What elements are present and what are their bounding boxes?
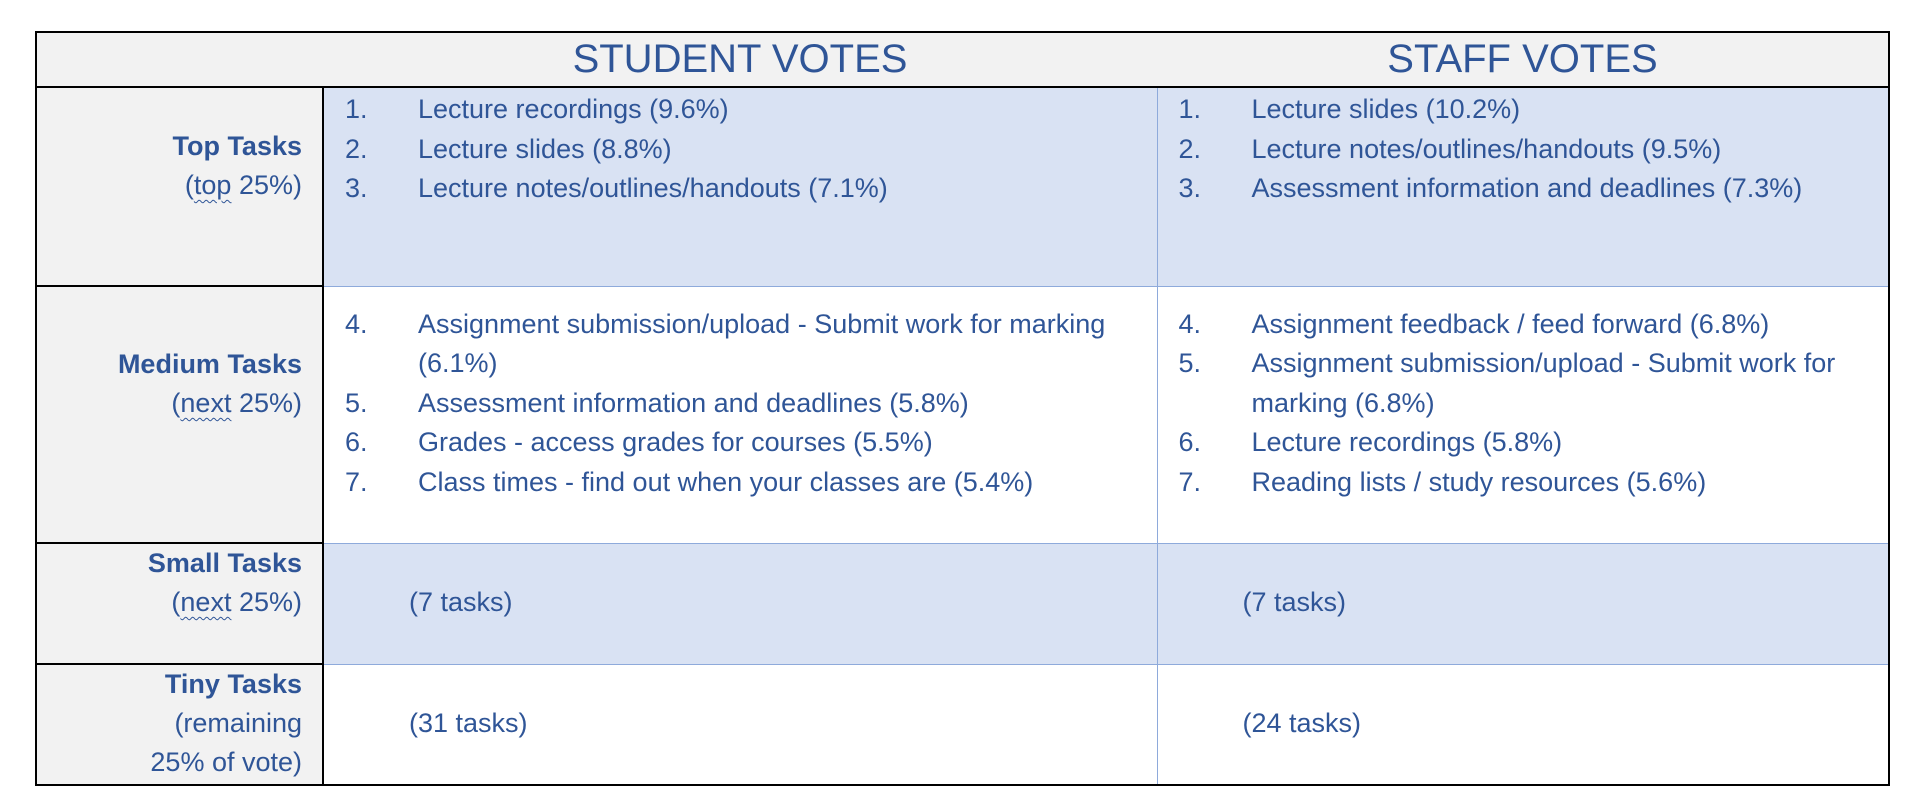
list-item (1158, 169, 1889, 209)
tiny-tasks-staff-count: (24 tasks) (1242, 707, 1362, 738)
item-text: Class times - find out when your classes are (5.4%) (418, 466, 1034, 497)
tiny-tasks-label-cell (36, 664, 323, 785)
votes-table (35, 31, 1890, 786)
list-item (1158, 344, 1889, 423)
item-number: 7. (345, 466, 368, 497)
small-tasks-label-cell (36, 543, 323, 664)
spellcheck-word: next (180, 388, 232, 418)
subtitle-rest: 25%) (231, 170, 302, 200)
small-tasks-student-cell (323, 543, 1157, 664)
medium-tasks-title: Medium Tasks (117, 349, 302, 379)
small-tasks-subtitle (37, 583, 302, 622)
header-row (36, 32, 1889, 87)
medium-tasks-subtitle (37, 384, 302, 423)
tiny-tasks-title: Tiny Tasks (164, 669, 302, 699)
top-tasks-staff-cell (1157, 87, 1889, 286)
item-text: Assignment submission/upload - Submit work for marking (6.1%) (418, 308, 1106, 378)
item-text: Lecture slides (10.2%) (1251, 94, 1521, 124)
tiny-tasks-subtitle-line1: (remaining (174, 708, 302, 738)
item-text: Assignment submission/upload - Submit work for marking (6.8%) (1251, 348, 1836, 418)
subtitle-rest: 25%) (231, 587, 302, 617)
list-item (324, 463, 1157, 503)
paren: ( (184, 170, 194, 200)
small-tasks-title: Small Tasks (147, 548, 302, 578)
medium-tasks-student-list (324, 305, 1157, 503)
list-item (324, 130, 1157, 170)
small-tasks-staff-cell (1157, 543, 1889, 664)
item-text: Grades - access grades for courses (5.5%) (418, 427, 933, 457)
top-tasks-row (36, 87, 1889, 286)
student-votes-header: STUDENT VOTES (323, 32, 1157, 87)
item-text: Lecture recordings (5.8%) (1251, 427, 1563, 457)
votes-table-container (35, 31, 1888, 786)
small-tasks-row (36, 543, 1889, 664)
list-item (1158, 463, 1889, 503)
top-tasks-student-cell (323, 87, 1157, 286)
tiny-tasks-staff-cell (1157, 664, 1889, 785)
medium-tasks-staff-cell (1157, 286, 1889, 543)
item-number: 2. (1178, 133, 1202, 164)
list-item (1158, 130, 1889, 170)
item-number: 3. (345, 173, 368, 203)
medium-tasks-row (36, 286, 1889, 543)
item-number: 6. (1178, 427, 1202, 457)
item-number: 7. (1178, 466, 1202, 497)
list-item (324, 423, 1157, 463)
item-text: Assessment information and deadlines (5.8%) (418, 387, 969, 418)
list-item (1158, 90, 1889, 130)
top-tasks-label-cell (36, 87, 323, 286)
top-tasks-student-list (324, 90, 1157, 209)
list-item (324, 384, 1157, 424)
item-text: Lecture notes/outlines/handouts (9.5%) (1251, 133, 1722, 164)
subtitle-rest: 25%) (231, 388, 302, 418)
tiny-tasks-student-count: (31 tasks) (409, 707, 528, 738)
item-number: 5. (345, 387, 368, 418)
list-item (1158, 423, 1889, 463)
small-tasks-student-count: (7 tasks) (409, 586, 513, 617)
paren: ( (171, 388, 181, 418)
top-tasks-title: Top Tasks (172, 131, 302, 161)
medium-tasks-label-cell (36, 286, 323, 543)
top-tasks-subtitle (37, 166, 302, 205)
top-tasks-staff-list (1158, 90, 1889, 209)
item-text: Reading lists / study resources (5.6%) (1251, 466, 1707, 497)
item-number: 4. (1178, 308, 1202, 339)
tiny-tasks-subtitle-line2: 25% of vote) (150, 747, 302, 777)
tiny-tasks-student-cell (323, 664, 1157, 785)
item-text: Lecture slides (8.8%) (418, 133, 672, 164)
spellcheck-word: top (193, 170, 232, 200)
item-number: 2. (345, 133, 368, 164)
list-item (1158, 305, 1889, 345)
list-item (324, 169, 1157, 209)
list-item (324, 90, 1157, 130)
header-empty-cell (36, 32, 323, 87)
staff-votes-header: STAFF VOTES (1157, 32, 1889, 87)
item-number: 5. (1178, 348, 1202, 378)
item-text: Assignment feedback / feed forward (6.8%) (1251, 308, 1770, 339)
item-number: 6. (345, 427, 368, 457)
tiny-tasks-row (36, 664, 1889, 785)
spellcheck-word: next (180, 587, 232, 617)
item-number: 4. (345, 308, 368, 339)
paren: ( (171, 587, 181, 617)
medium-tasks-student-cell (323, 286, 1157, 543)
item-text: Assessment information and deadlines (7.3%) (1251, 173, 1803, 203)
list-item (324, 305, 1157, 384)
small-tasks-staff-count: (7 tasks) (1242, 586, 1347, 617)
medium-tasks-staff-list (1158, 305, 1889, 503)
item-number: 1. (345, 94, 368, 124)
item-text: Lecture recordings (9.6%) (418, 94, 729, 124)
item-number: 1. (1178, 94, 1202, 124)
item-number: 3. (1178, 173, 1202, 203)
item-text: Lecture notes/outlines/handouts (7.1%) (418, 173, 888, 203)
